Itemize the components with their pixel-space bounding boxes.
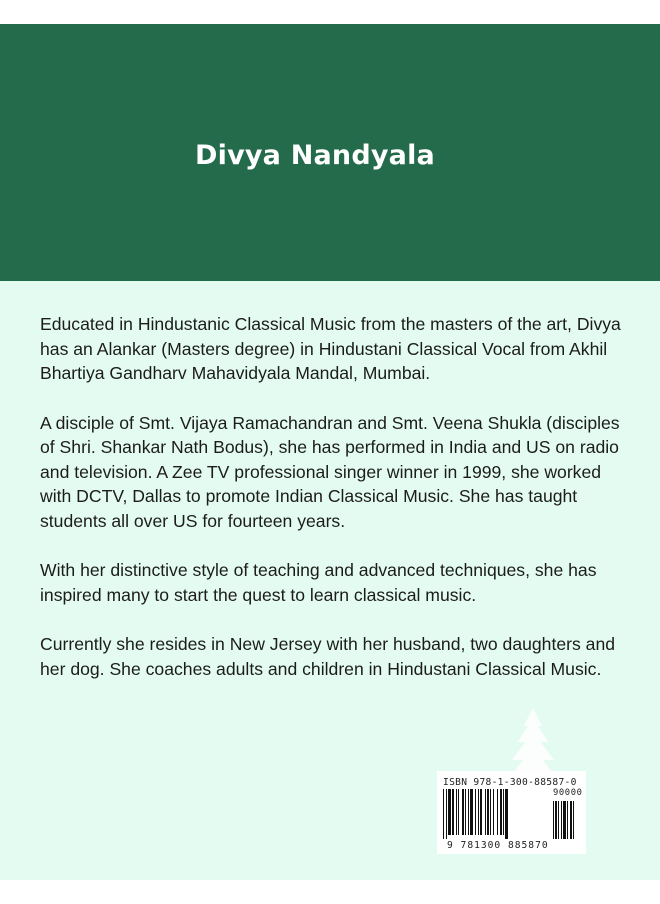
- back-cover: [0, 24, 660, 880]
- isbn-label: ISBN 978-1-300-88587-0: [443, 777, 577, 788]
- isbn-addon-digits: 90000: [553, 788, 583, 798]
- bio-paragraph: With her distinctive style of teaching and advanced techniques, she has inspired many to start the quest to learn classical music.: [40, 560, 597, 605]
- author-name: Divya Nandyala: [195, 140, 435, 171]
- bio-paragraph: A disciple of Smt. Vijaya Ramachandran and Smt. Veena Shukla (disciples of Shri. Shankar Nath Bodus), she has performed in India and US on radio and television. A Zee TV professional singer winner in 1999, she worked with DCTV, Dallas to promote Indian Classical Music. She has taught students all over US for fourteen years.: [40, 412, 620, 531]
- isbn-main-digits: 9 781300 885870: [447, 840, 549, 851]
- title-band: [0, 24, 660, 281]
- author-bio: [40, 312, 630, 706]
- isbn-barcode: [437, 771, 586, 854]
- bio-paragraph: Educated in Hindustanic Classical Music from the masters of the art, Divya has an Alankar (Masters degree) in Hindustani Classical Vocal from Akhil Bhartiya Gandharv Mahavidyala Mandal, Mumbai.: [40, 314, 621, 383]
- bio-paragraph: Currently she resides in New Jersey with her husband, two daughters and her dog. She coaches adults and children in Hindustani Classical Music.: [40, 634, 616, 679]
